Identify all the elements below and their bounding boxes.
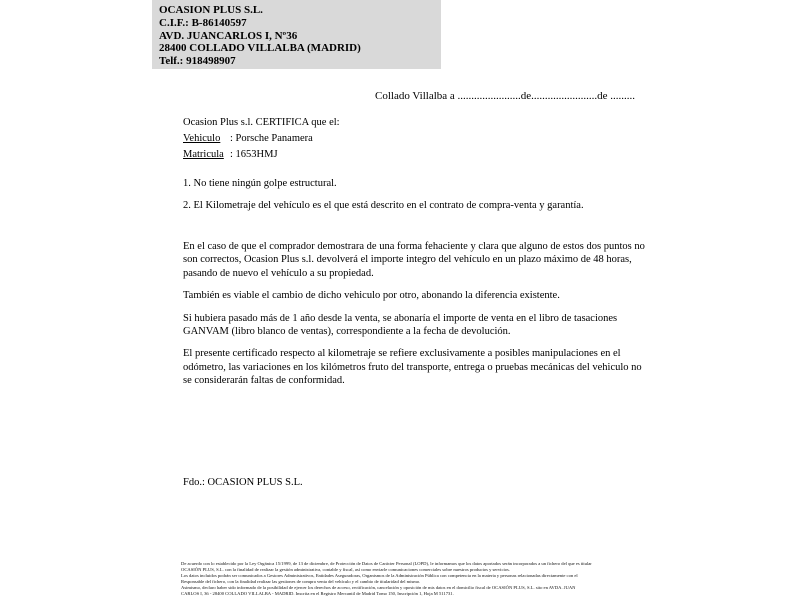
terms-paragraphs — [183, 240, 647, 397]
paragraph-exchange: También es viable el cambio de dicho vehiculo por otro, abonando la diferencia existente. — [183, 290, 560, 302]
company-letterhead — [152, 0, 441, 69]
certified-points — [183, 177, 584, 221]
company-city: 28400 COLLADO VILLALBA (MADRID) — [159, 42, 361, 55]
company-address: AVD. JUANCARLOS I, Nº36 — [159, 29, 298, 42]
legal-line-5: Asimismo, declaro haber sido informado de la posibilidad de ejercer los derechos de acceso, rectificación, cancelación y oposición de mis datos en el domicilio fiscal de OCASIÓN PLUS, S.L. sito en AVDA. JUAN — [181, 585, 576, 591]
plate-label: Matricula — [183, 149, 224, 160]
legal-line-1: De acuerdo con lo establecido por la Ley Orgánica 15/1999, de 13 de diciembre, de Protección de Datos de Carácter Personal (LOPD), le informamos que los datos aportados serán incorporados a un fichero del que es titular — [181, 561, 592, 566]
paragraph-refund: En el caso de que el comprador demostrara de una forma fehaciente y clara que alguno de estos dos puntos no son correctos, Ocasion Plus s.l. devolverá el importe integro del vehículo en un plazo máximo de 48 horas, pasando de nuevo el vehículo a su propiedad. — [183, 241, 645, 279]
point-1: 1. No tiene ningún golpe estructural. — [183, 178, 337, 189]
plate-value: : 1653HMJ — [230, 149, 278, 160]
company-phone: Telf.: 918498907 — [159, 55, 236, 68]
paragraph-ganvam: Si hubiera pasado más de 1 año desde la venta, se abonaría el importe de venta en el libro de tasaciones GANVAM (libro blanco de ventas), correspondiente a la fecha de devolución. — [183, 312, 618, 338]
certify-intro: Ocasion Plus s.l. CERTIFICA que el: — [183, 117, 340, 128]
vehicle-value: : Porsche Panamera — [230, 133, 313, 144]
vehicle-label: Vehiculo — [183, 133, 221, 144]
legal-line-4: Responsable del fichero, con la finalidad realizar las gestiones de compra venta del vehículo y el cambio de titularidad del mismo. — [181, 579, 421, 585]
company-name: OCASION PLUS S.L. — [159, 4, 263, 16]
signature-line: Fdo.: OCASION PLUS S.L. — [183, 477, 303, 488]
plate-row — [183, 147, 340, 163]
point-2: 2. El Kilometraje del vehículo es el que está descrito en el contrato de compra-venta y garantía. — [183, 200, 584, 211]
legal-line-2: OCASIÓN PLUS, S.L. con la finalidad de realizar la gestión administrativa, contable y fiscal, así como enviarle comunicaciones comerciales sobre nuestros productos y servicios. — [181, 567, 510, 573]
company-cif: C.I.F.: B-86140597 — [159, 16, 247, 29]
legal-fine-print — [181, 561, 627, 598]
legal-line-6: CARLOS I, 36 - 28400 COLLADO VILLALBA - MADRID. Inscrita en el Registro Mercantil de Madrid Tomo 150, Inscripción 1, Hoja M 511731. — [181, 591, 454, 597]
paragraph-odometer: El presente certificado respecto al kilometraje se refiere exclusivamente a posibles manipulaciones en el odómetro, las variaciones en los kilómetros fruto del transporte, entrega o pruebas mecánicas del vehiculo no se considerarán faltas de conformidad. — [183, 348, 642, 387]
certification-section — [183, 115, 340, 163]
date-fill-in-line: Collado Villalba a .......................de........................de ......... — [375, 90, 636, 102]
legal-line-3: Los datos incluidos podrán ser comunicados a Gestores Administrativos, Entidades Aseguradoras, Organismos de la Administración Pública con competencia en la materia y personas relacionadas directamente con el — [181, 573, 578, 579]
vehicle-row — [183, 131, 340, 147]
